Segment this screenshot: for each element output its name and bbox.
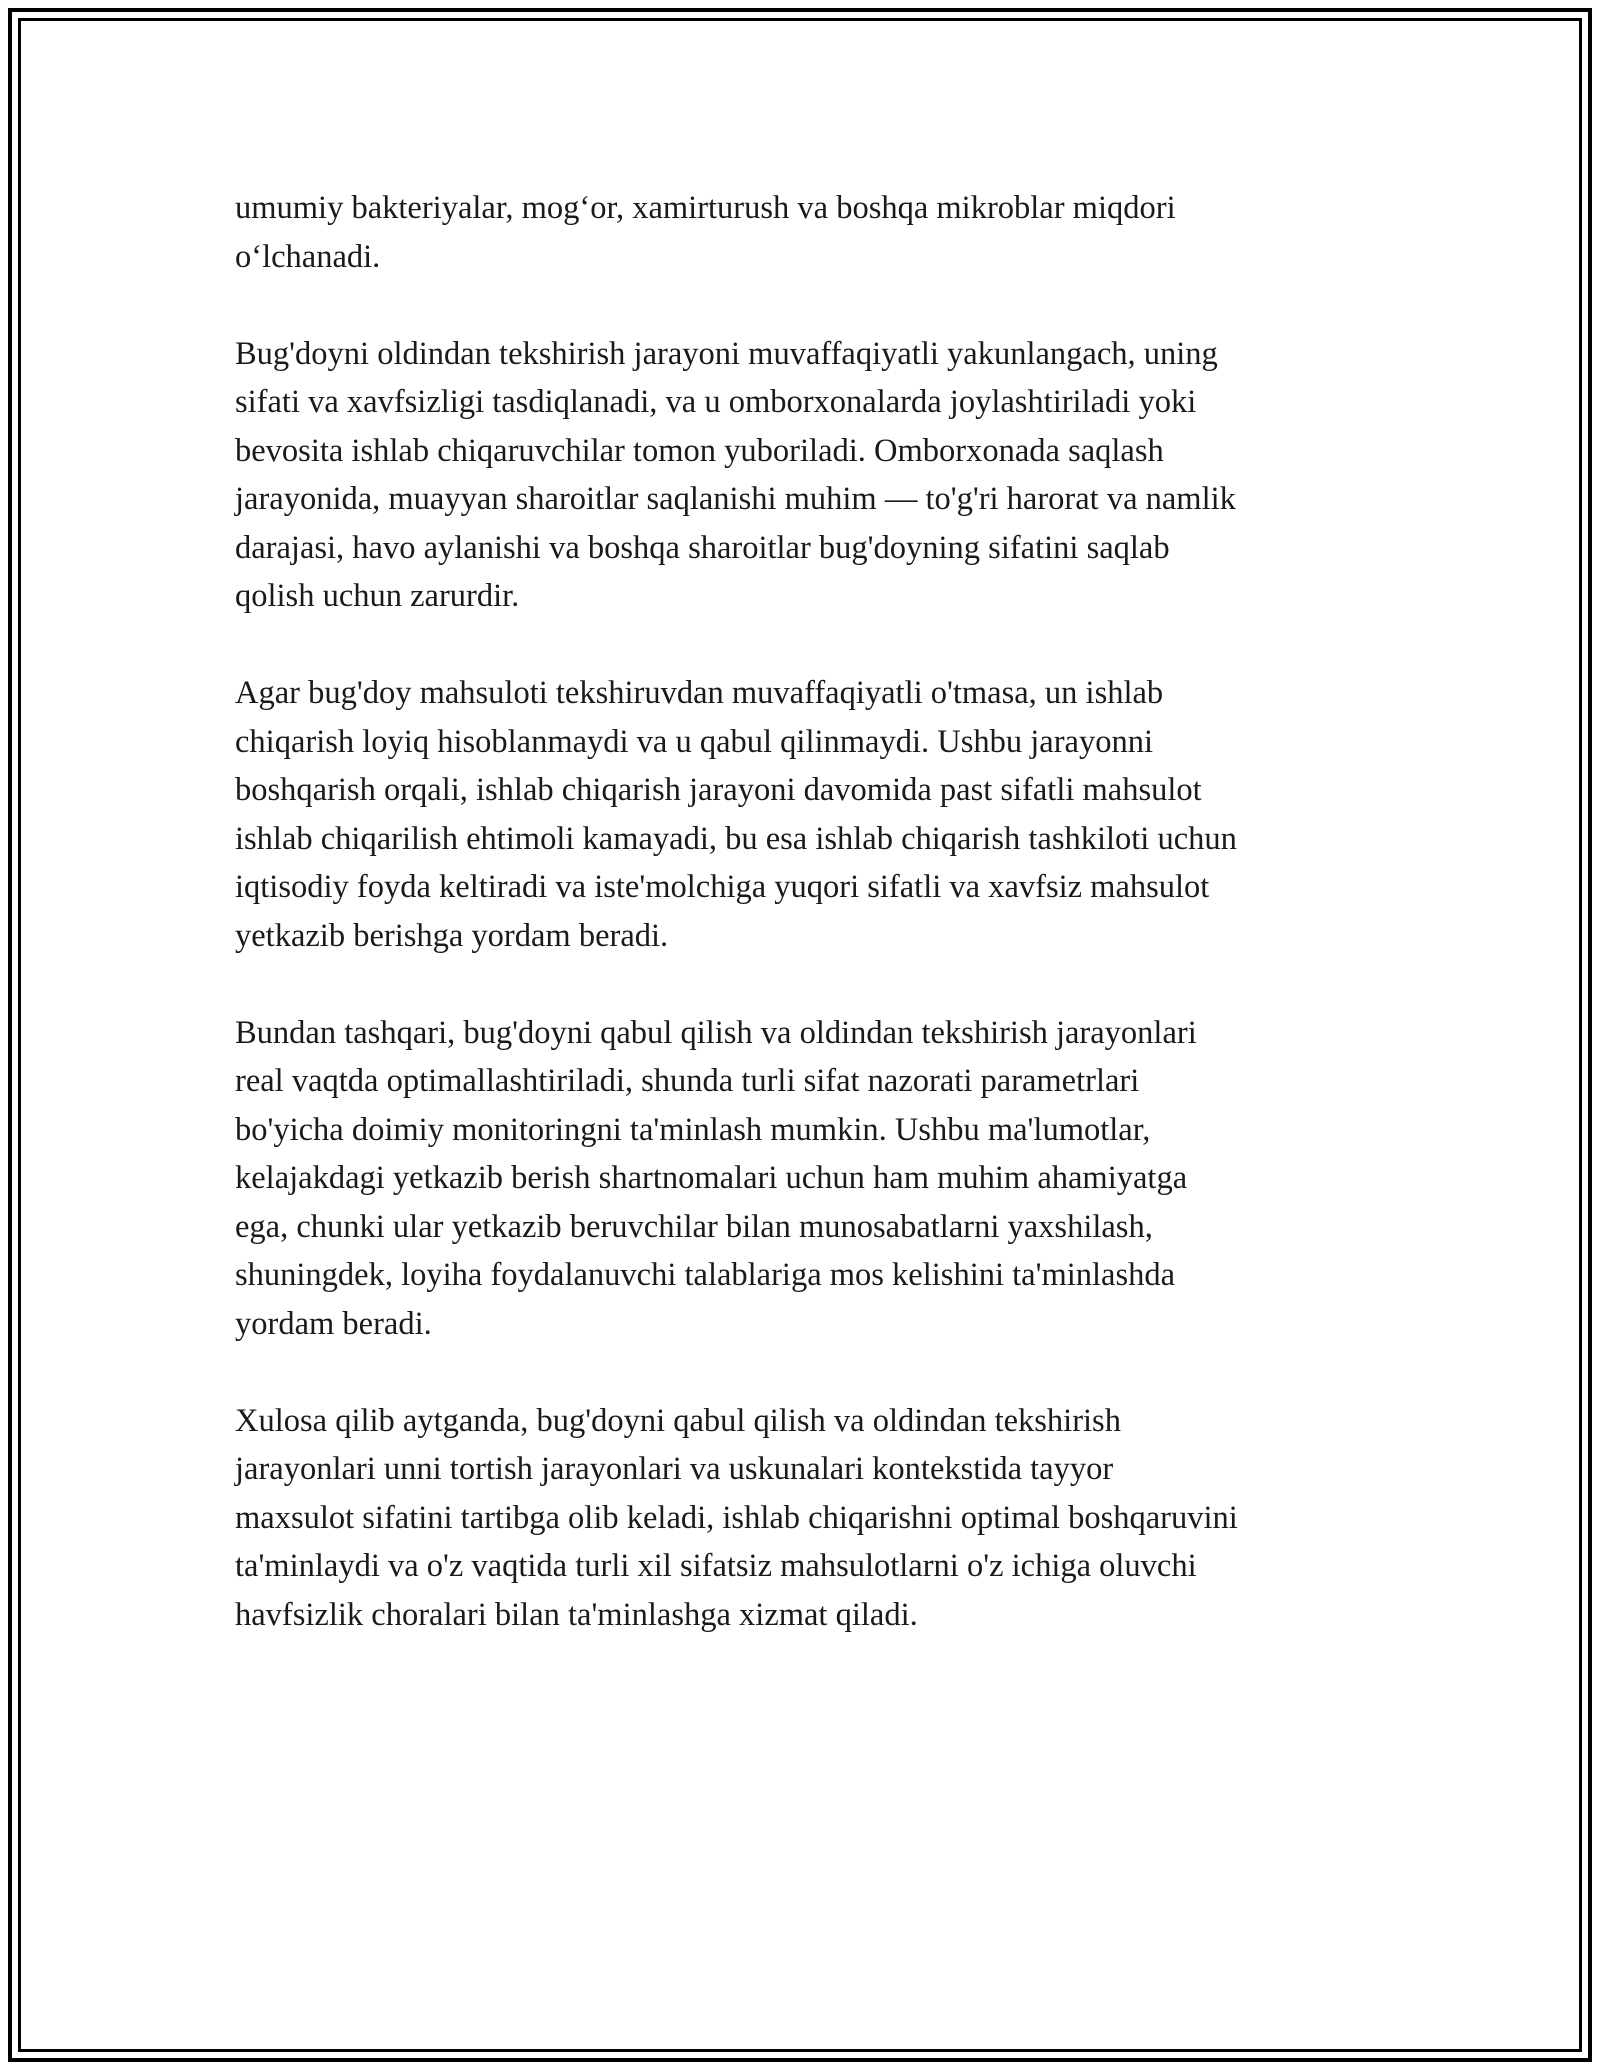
paragraph: Bug'doyni oldindan tekshirish jarayoni muvaffaqiyatli yakunlangach, uning sifati va xavfsizligi tasdiqlanadi, va u omborxonalarda joylashtiriladi yoki bevosita ishlab chiqaruvchilar tomon yuboriladi. Omborxonada saqlash jarayonida, muayyan sharoitlar saqlanishi muhim — to'g'ri harorat va namlik darajasi, havo aylanishi va boshqa sharoitlar bug'doyning sifatini saqlab qolish uchun zarurdir. <box>235 335 1236 614</box>
paragraph: umumiy bakteriyalar, mog‘or, xamirturush va boshqa mikroblar miqdori o‘lchanadi. <box>235 190 1176 275</box>
document-body <box>235 184 1375 1639</box>
paragraph: Bundan tashqari, bug'doyni qabul qilish va oldindan tekshirish jarayonlari real vaqtda optimallashtiriladi, shunda turli sifat nazorati parametrlari bo'yicha doimiy monitoringni ta'minlash mumkin. Ushbu ma'lumotlar, kelajakdagi yetkazib berish shartnomalari uchun ham muhim ahamiyatga ega, chunki ular yetkazib beruvchilar bilan munosabatlarni yaxshilash, shuningdek, loyiha foydalanuvchi talablariga mos kelishini ta'minlashda yordam beradi. <box>235 1014 1197 1342</box>
paragraph: Xulosa qilib aytganda, bug'doyni qabul qilish va oldindan tekshirish jarayonlari unni tortish jarayonlari va uskunalari kontekstida tayyor maxsulot sifatini tartibga olib keladi, ishlab chiqarishni optimal boshqaruvini ta'minlaydi va o'z vaqtida turli xil sifatsiz mahsulotlarni o'z ichiga oluvchi havfsizlik choralari bilan ta'minlashga xizmat qiladi. <box>235 1402 1238 1633</box>
paragraph: Agar bug'doy mahsuloti tekshiruvdan muvaffaqiyatli o'tmasa, un ishlab chiqarish loyiq hisoblanmaydi va u qabul qilinmaydi. Ushbu jarayonni boshqarish orqali, ishlab chiqarish jarayoni davomida past sifatli mahsulot ishlab chiqarilish ehtimoli kamayadi, bu esa ishlab chiqarish tashkiloti uchun iqtisodiy foyda keltiradi va iste'molchiga yuqori sifatli va xavfsiz mahsulot yetkazib berishga yordam beradi. <box>235 675 1237 954</box>
